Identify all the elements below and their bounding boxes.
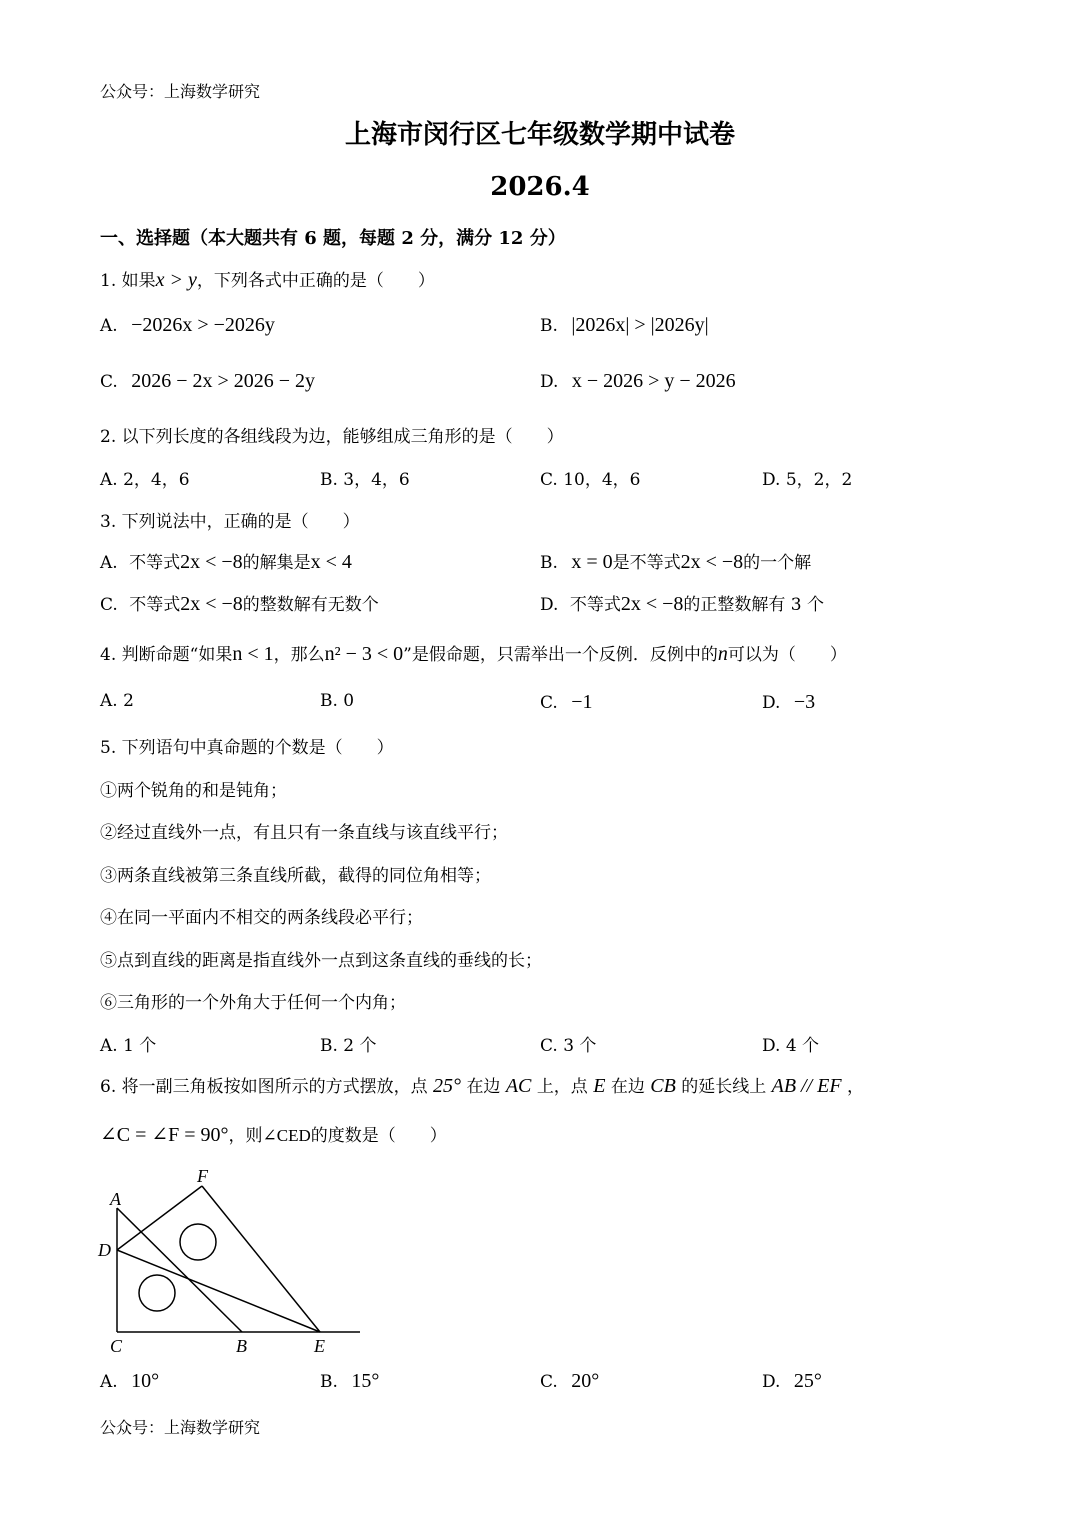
option-text: 的正整数解有 3 个: [683, 595, 825, 615]
q3-option-c[interactable]: [100, 590, 379, 616]
page-title: 上海市闵行区七年级数学期中试卷: [344, 120, 735, 150]
option-math: x − 2026 > y − 2026: [571, 370, 736, 392]
option-text: 是不等式: [612, 553, 681, 573]
label-c: C: [110, 1336, 123, 1356]
q5-statement: ①两个锐角的和是钝角；: [100, 781, 287, 801]
option-math: 10°: [131, 1370, 160, 1392]
q4-text: 可以为（ ）: [727, 645, 847, 665]
option-label: B.: [540, 316, 558, 336]
q6-text: 的度数是（ ）: [310, 1126, 447, 1146]
q4-math: n: [717, 643, 728, 665]
segment-df: [117, 1186, 202, 1250]
q6-math: E: [593, 1075, 606, 1097]
option-label: D.: [762, 693, 781, 713]
q1-text: 1. 如果: [100, 271, 156, 291]
q5-statement: ⑤点到直线的距离是指直线外一点到这条直线的垂线的长；: [100, 951, 542, 971]
q6-math: CB: [650, 1075, 676, 1097]
q5-option-b[interactable]: B. 2 个: [320, 1036, 377, 1056]
q5-statement: ④在同一平面内不相交的两条线段必平行；: [100, 908, 423, 928]
question-5-stem: 5. 下列语句中真命题的个数是（ ）: [100, 738, 394, 758]
q1-text-post: ，下列各式中正确的是（ ）: [196, 271, 435, 291]
header-note: 公众号：上海数学研究: [100, 82, 261, 101]
option-math: −2026x > −2026y: [131, 314, 275, 336]
option-label: C.: [100, 595, 118, 615]
option-math: x < 4: [310, 551, 352, 573]
q6-math: ∠CED: [262, 1126, 311, 1145]
q2-option-d[interactable]: D. 5，2，2: [762, 470, 853, 490]
question-2-stem: 2. 以下列长度的各组线段为边，能够组成三角形的是（ ）: [100, 427, 564, 447]
q5-option-d[interactable]: D. 4 个: [762, 1036, 820, 1056]
option-label: B.: [540, 553, 558, 573]
q6-text: ，则: [228, 1126, 263, 1146]
q6-math: AC: [505, 1075, 532, 1097]
q3-option-a[interactable]: [100, 548, 352, 574]
option-math: 20°: [571, 1370, 600, 1392]
question-1-stem: [100, 266, 435, 292]
segment-ab: [117, 1208, 242, 1332]
question-4-stem: [100, 640, 847, 666]
exam-date: 2026.4: [490, 172, 590, 202]
q6-math: ∠C = ∠F = 90°: [100, 1124, 229, 1146]
option-math: 2x < −8: [180, 593, 243, 615]
footer-note: 公众号：上海数学研究: [100, 1418, 261, 1437]
q2-option-b[interactable]: B. 3，4，6: [320, 470, 410, 490]
label-f: F: [197, 1166, 208, 1186]
q6-text: 6. 将一副三角板按如图所示的方式摆放，点: [100, 1077, 428, 1097]
triangle-figure: [90, 1160, 380, 1360]
q3-option-d[interactable]: [540, 590, 824, 616]
q6-text: 的延长线上: [681, 1077, 767, 1097]
q6-math: AB // EF: [771, 1075, 842, 1097]
q4-math: n < 1: [232, 643, 274, 665]
q6-option-d[interactable]: [762, 1370, 822, 1393]
q1-option-a[interactable]: [100, 314, 275, 337]
label-e: E: [314, 1336, 325, 1356]
q1-math: x > y: [155, 269, 197, 291]
q4-text: 4. 判断命题“如果: [100, 645, 233, 665]
q4-option-b[interactable]: B. 0: [320, 691, 355, 711]
label-d: D: [98, 1240, 111, 1260]
option-text: 的一个解: [743, 553, 812, 573]
section-heading: 一、选择题（本大题共有 6 题，每题 2 分，满分 12 分）: [100, 228, 566, 249]
q1-option-c[interactable]: [100, 370, 315, 393]
q5-statement: ③两条直线被第三条直线所截，截得的同位角相等；: [100, 866, 491, 886]
q1-option-b[interactable]: [540, 314, 709, 337]
triangle-hole-top: [180, 1224, 216, 1260]
segment-de: [117, 1250, 320, 1332]
option-math: x = 0: [571, 551, 613, 573]
q5-statement: ⑥三角形的一个外角大于任何一个内角；: [100, 993, 406, 1013]
q4-text: ，那么: [273, 645, 325, 665]
q6-option-c[interactable]: [540, 1370, 599, 1393]
q6-text: 在边: [610, 1077, 645, 1097]
option-text: 的解集是: [242, 553, 311, 573]
option-math: −3: [793, 691, 816, 713]
q4-text: ”是假命题，只需举出一个反例．反例中的: [403, 645, 718, 665]
q1-option-d[interactable]: [540, 370, 736, 393]
option-text: 的整数解有无数个: [242, 595, 379, 615]
q6-option-b[interactable]: [320, 1370, 379, 1393]
q6-text: 上，点: [536, 1077, 588, 1097]
q6-option-a[interactable]: [100, 1370, 159, 1393]
option-text: 不等式: [569, 595, 621, 615]
option-math: 2x < −8: [620, 593, 684, 615]
option-math: 2026 − 2x > 2026 − 2y: [131, 370, 316, 392]
option-label: D.: [540, 595, 559, 615]
q5-statement: ②经过直线外一点，有且只有一条直线与该直线平行；: [100, 823, 508, 843]
label-a: A: [110, 1189, 121, 1209]
option-label: D.: [762, 1372, 781, 1392]
q4-option-a[interactable]: A. 2: [100, 691, 134, 711]
option-label: A.: [100, 553, 118, 573]
option-math: 25°: [793, 1370, 822, 1392]
question-6-stem-line1: [100, 1072, 864, 1098]
q5-option-a[interactable]: A. 1 个: [100, 1036, 157, 1056]
q2-option-c[interactable]: C. 10，4，6: [540, 470, 641, 490]
q5-option-c[interactable]: C. 3 个: [540, 1036, 597, 1056]
q4-option-c[interactable]: [540, 691, 593, 714]
option-text: 不等式: [129, 595, 181, 615]
option-label: C.: [100, 372, 118, 392]
q4-option-d[interactable]: [762, 691, 815, 714]
triangle-hole-bottom: [139, 1275, 175, 1311]
option-label: B.: [320, 1372, 338, 1392]
option-label: A.: [100, 1372, 118, 1392]
option-math: 2x < −8: [680, 551, 744, 573]
option-label: C.: [540, 1372, 558, 1392]
q4-math: n² − 3 < 0: [324, 643, 404, 665]
q6-math: 25°: [433, 1075, 462, 1097]
option-label: C.: [540, 693, 558, 713]
option-label: A.: [100, 316, 118, 336]
option-label: D.: [540, 372, 559, 392]
label-b: B: [236, 1336, 247, 1356]
option-math: 15°: [351, 1370, 380, 1392]
option-math: −1: [571, 691, 593, 713]
question-3-stem: 3. 下列说法中，正确的是（ ）: [100, 512, 360, 532]
q6-text: ，: [847, 1077, 865, 1097]
q2-option-a[interactable]: A. 2，4，6: [100, 470, 190, 490]
option-math: 2x < −8: [180, 551, 243, 573]
q3-option-b[interactable]: [540, 548, 811, 574]
option-math: |2026x| > |2026y|: [571, 314, 709, 336]
question-6-stem-line2: [100, 1121, 447, 1147]
q6-text: 在边: [466, 1077, 501, 1097]
option-text: 不等式: [129, 553, 181, 573]
